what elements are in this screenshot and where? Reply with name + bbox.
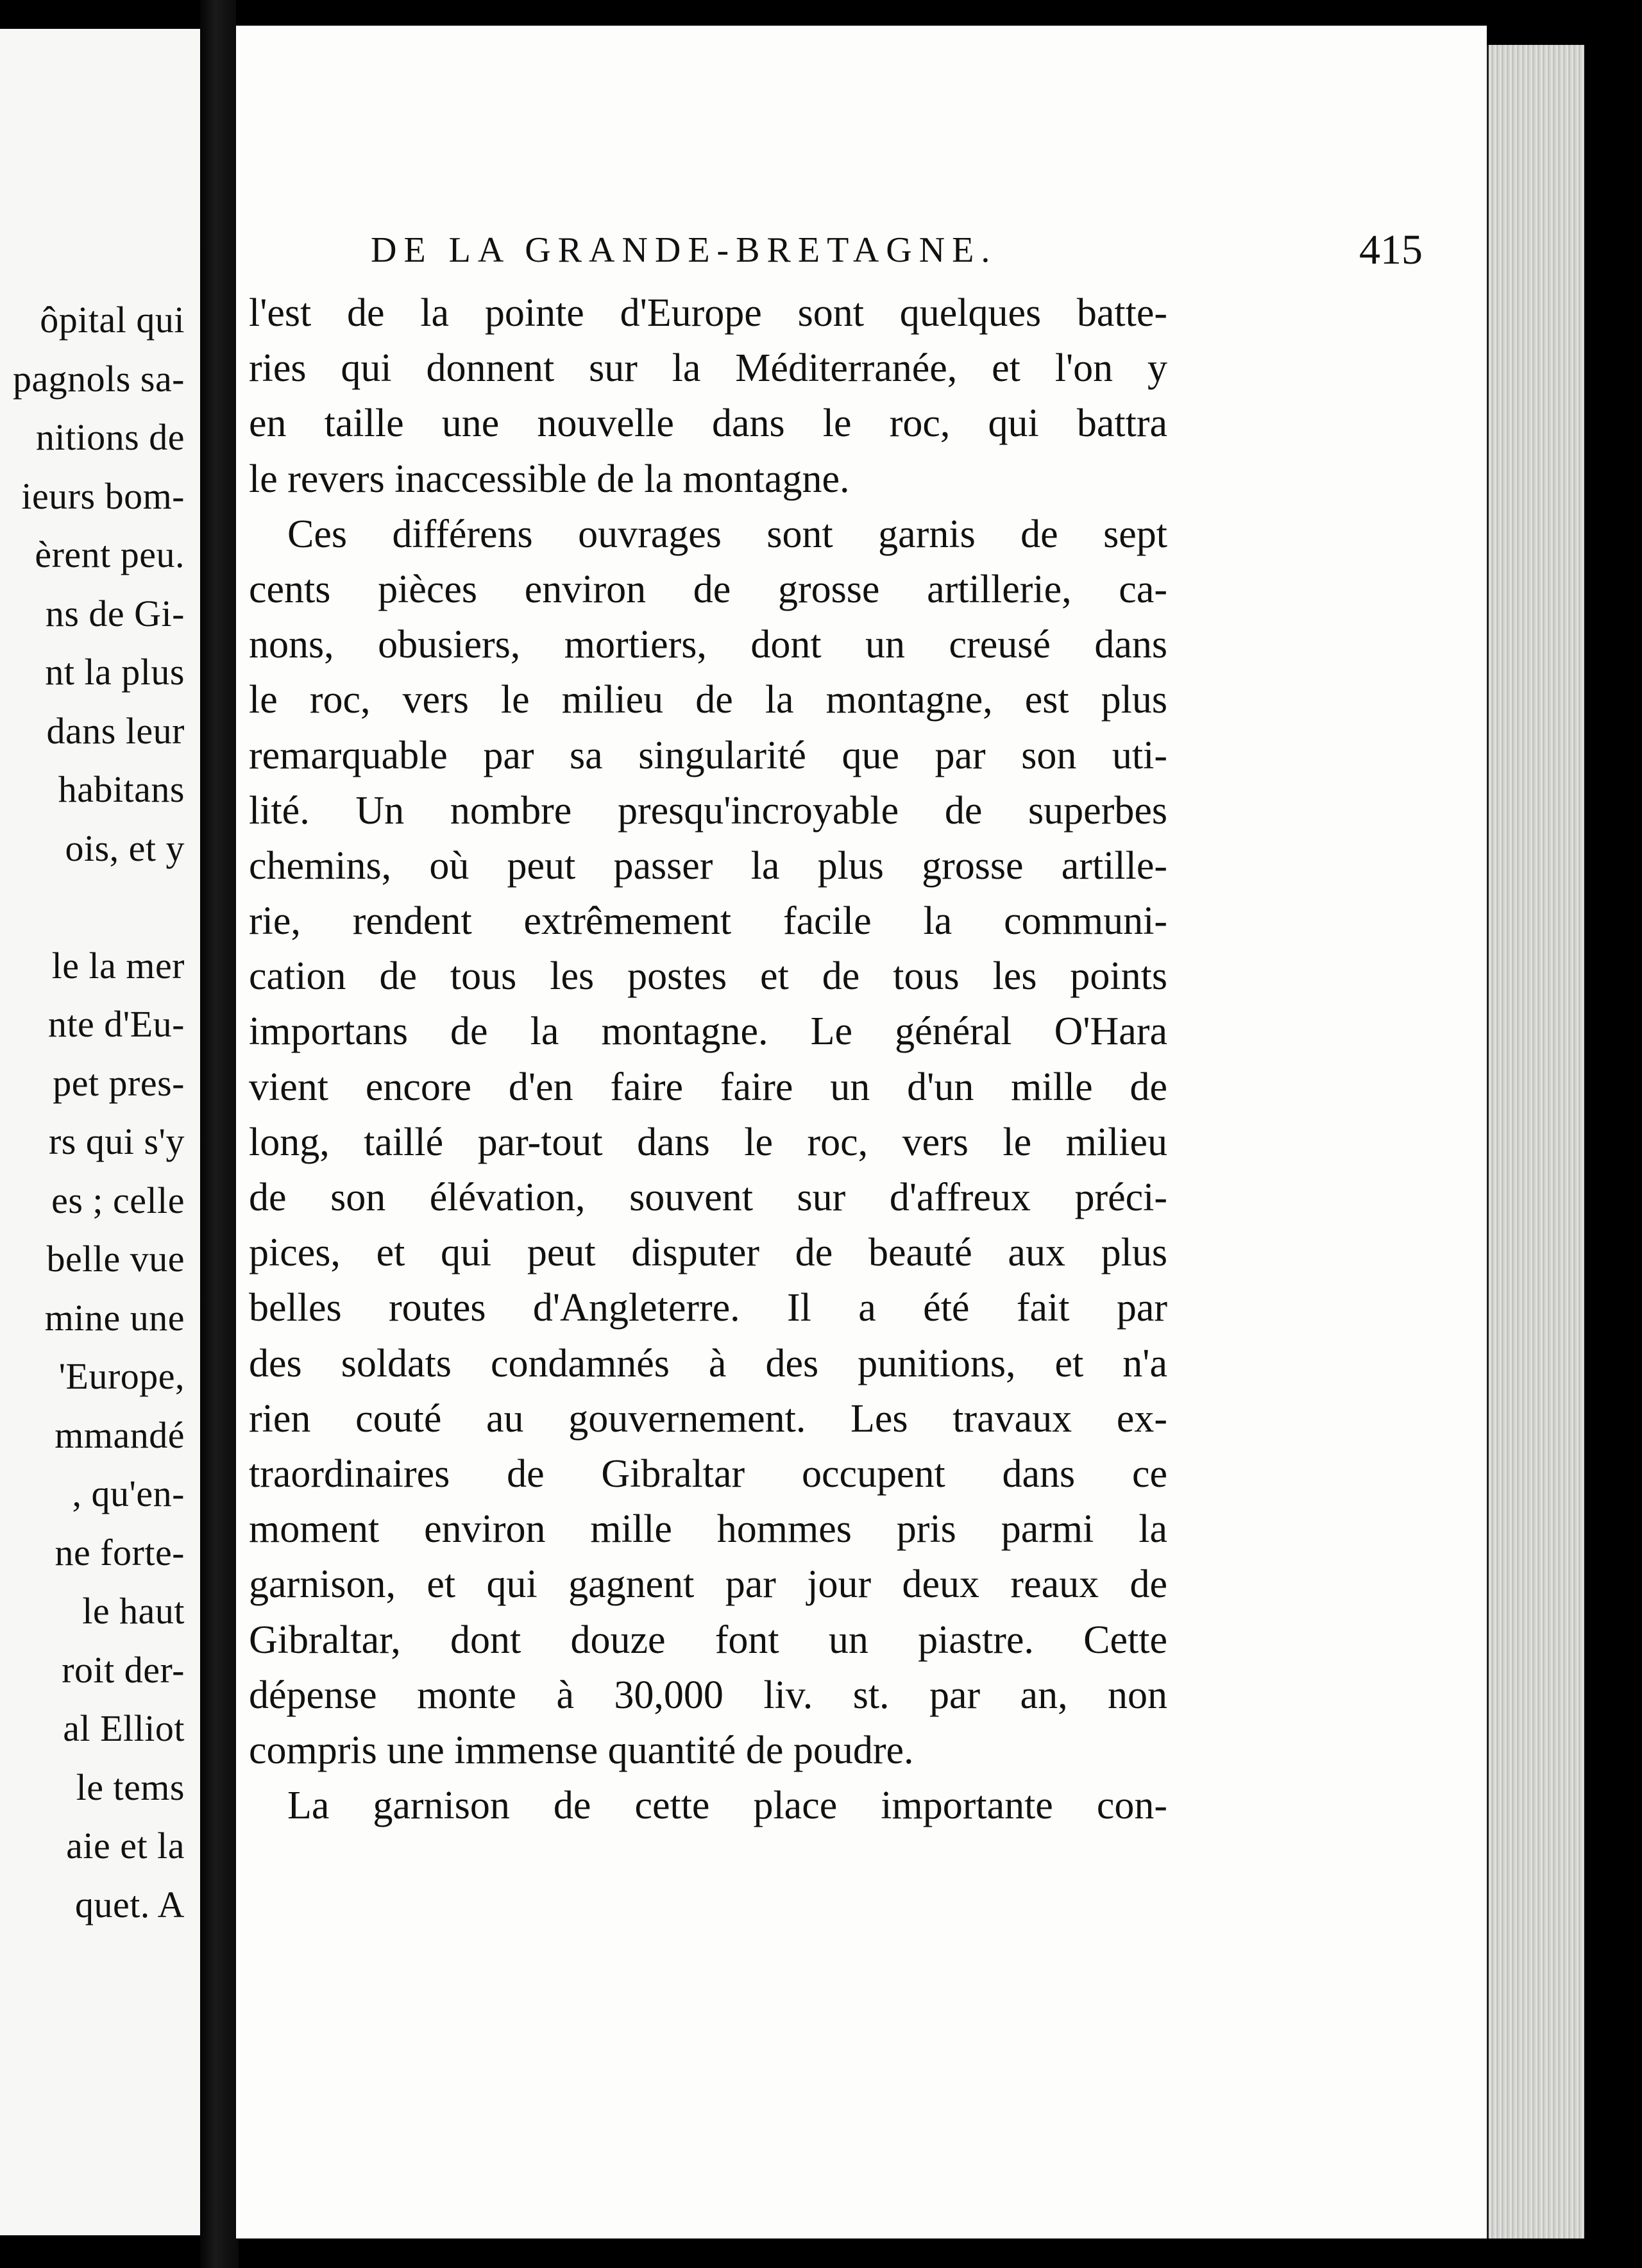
- text-line: ries qui donnent sur la Méditerranée, et l'on y: [249, 346, 1167, 391]
- text-line: cation de tous les postes et de tous les points: [249, 954, 1167, 999]
- text-line: rien couté au gouvernement. Les travaux ex-: [249, 1396, 1167, 1441]
- text-line: de son élévation, souvent sur d'affreux préci-: [249, 1176, 1167, 1219]
- text-line: belles routes d'Angleterre. Il a été fait par: [249, 1286, 1167, 1330]
- left-page-line: rs qui s'y: [48, 1121, 185, 1162]
- text-line: long, taillé par-tout dans le roc, vers le milieu: [249, 1120, 1167, 1164]
- left-page-line: es ; celle: [51, 1179, 185, 1221]
- text-line: le roc, vers le milieu de la montagne, est plus: [249, 678, 1167, 722]
- main-page: [236, 26, 1487, 2238]
- text-line: chemins, où peut passer la plus grosse artille-: [249, 843, 1167, 888]
- left-page-line: le haut: [82, 1590, 185, 1632]
- text-line: des soldats condamnés à des punitions, et n'a: [249, 1341, 1167, 1385]
- running-head: DE LA GRANDE-BRETAGNE.: [371, 230, 997, 270]
- text-line: rie, rendent extrêmement facile la communi-: [249, 899, 1167, 944]
- text-line: traordinaires de Gibraltar occupent dans ce: [249, 1451, 1167, 1496]
- text-line: l'est de la pointe d'Europe sont quelques batte-: [249, 291, 1167, 335]
- left-page-line: habitans: [58, 768, 185, 810]
- left-page-line: nte d'Eu-: [47, 1003, 185, 1045]
- book-gutter: [200, 0, 239, 2268]
- left-page-line: belle vue: [46, 1238, 185, 1280]
- text-line: Ces différens ouvrages sont garnis de sept: [287, 512, 1167, 556]
- left-page-line: ieurs bom-: [21, 475, 185, 517]
- left-page-line: ôpital qui: [40, 299, 185, 341]
- left-page-line: ne forte-: [55, 1531, 185, 1573]
- text-line: La garnison de cette place importante con-: [287, 1784, 1167, 1828]
- page-header: [371, 218, 1423, 282]
- text-line: compris une immense quantité de poudre.: [249, 1728, 914, 1772]
- left-page-line: ns de Gi-: [45, 592, 185, 634]
- left-page-line: nt la plus: [45, 651, 185, 693]
- text-line: cents pièces environ de grosse artillerie, ca-: [249, 567, 1167, 611]
- left-page-line: [0, 877, 185, 936]
- left-page-line: mine une: [44, 1296, 185, 1339]
- text-line: en taille une nouvelle dans le roc, qui battra: [249, 402, 1167, 446]
- left-page-fragment: [0, 29, 200, 2235]
- text-line: lité. Un nombre presqu'incroyable de superbes: [249, 788, 1167, 833]
- edge-shadow: [1584, 0, 1642, 2268]
- top-shadow: [236, 0, 1642, 26]
- text-line: dépense monte à 30,000 liv. st. par an, non: [249, 1673, 1167, 1717]
- left-page-line: dans leur: [46, 709, 185, 752]
- left-page-line: quet. A: [74, 1883, 185, 1925]
- text-line: Gibraltar, dont douze font un piastre. Cette: [249, 1618, 1167, 1662]
- text-line: importans de la montagne. Le général O'Hara: [249, 1010, 1167, 1054]
- text-line: nons, obusiers, mortiers, dont un creusé dans: [249, 623, 1167, 667]
- text-line: le revers inaccessible de la montagne.: [249, 457, 850, 501]
- text-line: moment environ mille hommes pris parmi la: [249, 1507, 1167, 1552]
- text-line: pices, et qui peut disputer de beauté aux plus: [249, 1231, 1167, 1275]
- body-text: [249, 285, 1167, 1833]
- left-page-line: , qu'en-: [72, 1473, 185, 1514]
- left-page-line: aie et la: [66, 1825, 185, 1866]
- left-page-line: mmandé: [55, 1414, 185, 1456]
- left-page-text: [0, 291, 185, 1934]
- left-page-line: al Elliot: [63, 1707, 185, 1749]
- left-page-line: le la mer: [51, 944, 185, 986]
- text-line: garnison, et qui gagnent par jour deux reaux de: [249, 1562, 1167, 1607]
- text-line: vient encore d'en faire faire un d'un mille de: [249, 1065, 1167, 1109]
- text-line: remarquable par sa singularité que par son uti-: [249, 733, 1167, 777]
- left-page-line: 'Europe,: [58, 1355, 185, 1397]
- left-page-line: pet pres-: [53, 1062, 185, 1104]
- left-page-line: pagnols sa-: [12, 357, 185, 400]
- left-page-line: roit der-: [62, 1648, 185, 1691]
- left-page-line: le tems: [76, 1766, 185, 1808]
- page-edges: [1487, 45, 1586, 2238]
- left-page-line: ois, et y: [65, 827, 185, 869]
- left-page-line: èrent peu.: [35, 534, 185, 575]
- page-number: 415: [1359, 226, 1423, 273]
- left-page-line: nitions de: [35, 416, 185, 458]
